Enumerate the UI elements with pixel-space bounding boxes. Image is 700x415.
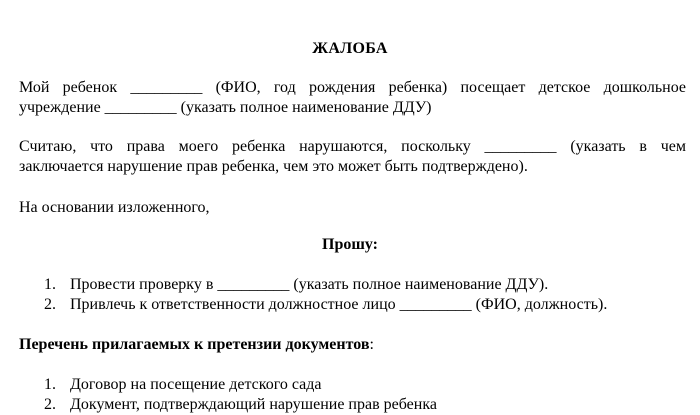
paragraph-line: заключается нарушение прав ребенка, чем это может быть подтверждено). xyxy=(19,158,528,175)
list-item-number: 2. xyxy=(44,396,56,413)
paragraph-line: Мой ребенок _________ (ФИО, год рождения ребенка) посещает детское дошкольное xyxy=(19,79,686,96)
list-item-number: 2. xyxy=(44,296,56,313)
list-item xyxy=(19,375,686,395)
list-item-text: Документ, подтверждающий нарушение прав ребенка xyxy=(70,396,437,413)
list-item-text: Провести проверку в _________ (указать полное наименование ДДУ). xyxy=(70,276,549,293)
request-list xyxy=(19,275,686,315)
paragraph-line: Считаю, что права моего ребенка нарушаются, поскольку _________ (указать в чем xyxy=(19,138,686,155)
list-item-text: Договор на посещение детского сада xyxy=(70,376,322,393)
paragraph-violation xyxy=(19,137,686,177)
paragraph-basis: На основании изложенного, xyxy=(19,199,210,216)
list-item xyxy=(19,395,686,415)
paragraph-line: учреждение _________ (указать полное наименование ДДУ) xyxy=(19,99,432,116)
document-title: ЖАЛОБА xyxy=(312,40,388,57)
list-item-number: 1. xyxy=(44,376,56,393)
attachments-list xyxy=(19,375,686,415)
list-item xyxy=(19,295,686,315)
attachments-heading xyxy=(19,335,686,355)
list-item xyxy=(19,275,686,295)
attachments-heading-text: Перечень прилагаемых к претензии документов xyxy=(19,336,370,353)
list-item-text: Привлечь к ответственности должностное лицо _________ (ФИО, должность). xyxy=(70,296,608,313)
paragraph-child-info xyxy=(19,78,686,118)
list-item-number: 1. xyxy=(44,276,56,293)
attachments-heading-colon: : xyxy=(369,336,374,353)
request-heading: Прошу: xyxy=(322,236,378,253)
